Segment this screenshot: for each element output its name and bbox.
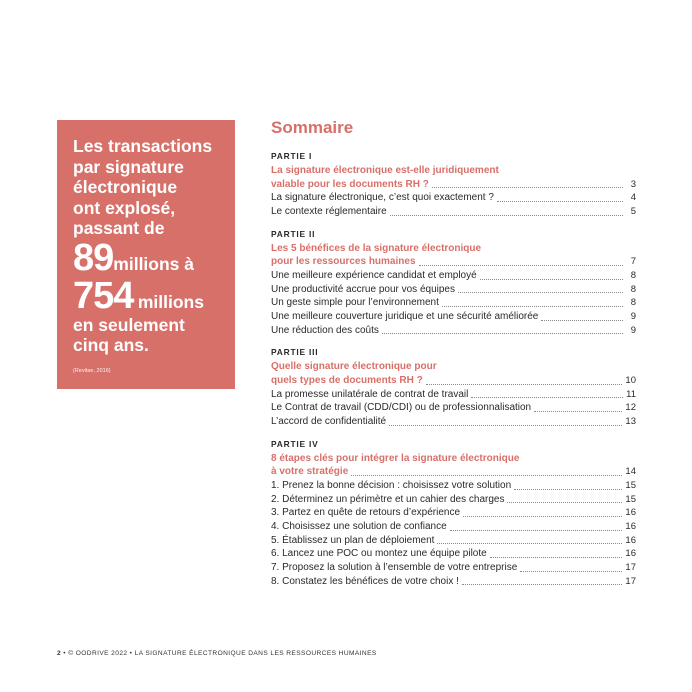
table-of-contents bbox=[271, 118, 636, 598]
card-line: par signature bbox=[73, 156, 184, 177]
leader-dots bbox=[382, 333, 623, 334]
entry-title: Un geste simple pour l’environnement bbox=[271, 297, 439, 309]
entry-title: 8. Constatez les bénéfices de votre choix ! bbox=[271, 575, 459, 587]
card-line: en seulement bbox=[73, 314, 185, 335]
entry-title: L’accord de confidentialité bbox=[271, 415, 387, 427]
statistic-card bbox=[57, 120, 235, 389]
entry-title: Une productivité accrue pour vos équipes bbox=[271, 283, 455, 295]
leader-dots bbox=[514, 489, 622, 490]
leader-dots bbox=[497, 201, 623, 202]
page-ref: 13 bbox=[625, 415, 636, 427]
part-heading[interactable]: 8 étapes clés pour intégrer la signature électronique bbox=[271, 452, 520, 464]
entry-title: Une meilleure couverture juridique et une sécurité améliorée bbox=[271, 310, 539, 322]
card-line: passant de bbox=[73, 218, 165, 238]
part-label: PARTIE IV bbox=[271, 438, 319, 449]
toc-entry[interactable] bbox=[271, 401, 636, 415]
toc-entry[interactable] bbox=[271, 561, 636, 575]
leader-dots bbox=[389, 425, 622, 426]
toc-entry[interactable] bbox=[271, 310, 636, 324]
leader-dots bbox=[462, 584, 623, 585]
page-ref: 3 bbox=[630, 178, 636, 190]
toc-entry[interactable] bbox=[271, 506, 636, 520]
toc-entry[interactable] bbox=[271, 296, 636, 310]
entry-title: Une réduction des coûts bbox=[271, 324, 379, 336]
card-line: cinq ans. bbox=[73, 335, 149, 355]
page-ref: 9 bbox=[630, 324, 636, 336]
page-ref: 15 bbox=[625, 493, 636, 505]
page-ref: 11 bbox=[626, 388, 636, 400]
page-number: 2 bbox=[57, 650, 62, 657]
leader-dots bbox=[442, 306, 623, 307]
page-ref: 14 bbox=[625, 466, 636, 478]
toc-parts bbox=[271, 151, 636, 588]
toc-title: Sommaire bbox=[271, 118, 354, 137]
entry-title: 5. Établissez un plan de déploiement bbox=[271, 534, 435, 546]
leader-dots bbox=[432, 187, 623, 188]
page-ref: 8 bbox=[630, 269, 636, 281]
toc-entry[interactable] bbox=[271, 415, 636, 429]
toc-part bbox=[271, 439, 636, 589]
page-ref: 9 bbox=[630, 310, 636, 322]
toc-part bbox=[271, 151, 636, 219]
part-heading: quels types de documents RH ? bbox=[271, 374, 423, 386]
toc-entry[interactable] bbox=[271, 283, 636, 297]
part-heading: valable pour les documents RH ? bbox=[271, 178, 429, 190]
leader-dots bbox=[450, 530, 623, 531]
card-line: électronique bbox=[73, 177, 178, 197]
page-ref: 16 bbox=[625, 548, 636, 560]
page-ref: 17 bbox=[625, 562, 636, 574]
page-ref: 12 bbox=[625, 402, 636, 414]
leader-dots bbox=[390, 215, 623, 216]
part-heading-entry[interactable] bbox=[271, 178, 636, 192]
part-heading[interactable]: Quelle signature électronique pour bbox=[271, 361, 437, 373]
leader-dots bbox=[351, 475, 622, 476]
leader-dots bbox=[437, 543, 622, 544]
page-ref: 4 bbox=[630, 192, 636, 204]
toc-entry[interactable] bbox=[271, 547, 636, 561]
leader-dots bbox=[463, 516, 622, 517]
card-line: ont explosé, bbox=[73, 197, 176, 218]
leader-dots bbox=[490, 557, 623, 558]
footer-text: • © OODRIVE 2022 • LA SIGNATURE ÉLECTRONIQUE DANS LES RESSOURCES HUMAINES bbox=[61, 650, 377, 657]
leader-dots bbox=[458, 292, 623, 293]
entry-title: 7. Proposez la solution à l’ensemble de votre entreprise bbox=[271, 562, 518, 574]
toc-part bbox=[271, 347, 636, 428]
entry-title: 4. Choisissez une solution de confiance bbox=[271, 520, 447, 532]
leader-dots bbox=[534, 411, 622, 412]
entry-title: 2. Déterminez un périmètre et un cahier des charges bbox=[271, 493, 505, 505]
entry-title: 1. Prenez la bonne décision : choisissez votre solution bbox=[271, 479, 512, 491]
page-ref: 16 bbox=[625, 507, 636, 519]
leader-dots bbox=[419, 265, 623, 266]
card-line: Les transactions bbox=[73, 136, 213, 156]
toc-entry[interactable] bbox=[271, 534, 636, 548]
entry-title: La signature électronique, c’est quoi exactement ? bbox=[271, 192, 494, 204]
entry-title: La promesse unilatérale de contrat de travail bbox=[271, 388, 469, 400]
page-ref: 7 bbox=[630, 256, 636, 268]
card-source: (Revitae, 2016) bbox=[73, 367, 111, 374]
page-ref: 8 bbox=[630, 297, 636, 309]
stat-unit-end: millions bbox=[137, 291, 204, 312]
page-ref: 10 bbox=[625, 374, 636, 386]
part-heading: à votre stratégie bbox=[271, 466, 349, 478]
part-heading[interactable]: Les 5 bénéfices de la signature électronique bbox=[271, 242, 482, 254]
part-label: PARTIE III bbox=[271, 347, 319, 358]
part-heading-entry[interactable] bbox=[271, 374, 636, 388]
part-heading-entry[interactable] bbox=[271, 465, 636, 479]
toc-entry[interactable] bbox=[271, 493, 636, 507]
toc-entry[interactable] bbox=[271, 388, 636, 402]
entry-title: Le contexte réglementaire bbox=[271, 205, 387, 217]
page-ref: 16 bbox=[625, 520, 636, 532]
page-ref: 15 bbox=[625, 479, 636, 491]
entry-title: Une meilleure expérience candidat et employé bbox=[271, 269, 477, 281]
leader-dots bbox=[426, 384, 623, 385]
page-ref: 8 bbox=[630, 283, 636, 295]
toc-entry[interactable] bbox=[271, 205, 636, 219]
stat-unit-start: millions à bbox=[113, 253, 194, 274]
part-label: PARTIE II bbox=[271, 228, 316, 239]
entry-title: 3. Partez en quête de retours d’expérience bbox=[271, 507, 461, 519]
part-heading: pour les ressources humaines bbox=[271, 256, 416, 268]
toc-entry[interactable] bbox=[271, 575, 636, 589]
toc-entry[interactable] bbox=[271, 479, 636, 493]
part-label: PARTIE I bbox=[271, 151, 313, 161]
stat-number-start: 89 bbox=[73, 236, 114, 279]
stat-number-end: 754 bbox=[73, 274, 134, 317]
toc-entry[interactable] bbox=[271, 269, 636, 283]
toc-entry[interactable] bbox=[271, 191, 636, 205]
toc-entry[interactable] bbox=[271, 520, 636, 534]
part-heading-entry[interactable] bbox=[271, 255, 636, 269]
leader-dots bbox=[541, 320, 623, 321]
toc-entry[interactable] bbox=[271, 324, 636, 338]
entry-title: 6. Lancez une POC ou montez une équipe pilote bbox=[271, 548, 487, 560]
card-stat-end bbox=[73, 274, 225, 317]
page-footer bbox=[57, 650, 377, 657]
leader-dots bbox=[471, 397, 623, 398]
page-ref: 5 bbox=[630, 205, 636, 217]
part-heading[interactable]: La signature électronique est-elle juridiquement bbox=[271, 165, 499, 176]
entry-title: Le Contrat de travail (CDD/CDI) ou de professionnalisation bbox=[271, 402, 532, 414]
card-stat-start bbox=[73, 236, 225, 279]
leader-dots bbox=[520, 571, 622, 572]
page-ref: 17 bbox=[625, 575, 636, 587]
leader-dots bbox=[480, 279, 623, 280]
leader-dots bbox=[507, 502, 622, 503]
toc-part bbox=[271, 229, 636, 338]
page-ref: 16 bbox=[625, 534, 636, 546]
